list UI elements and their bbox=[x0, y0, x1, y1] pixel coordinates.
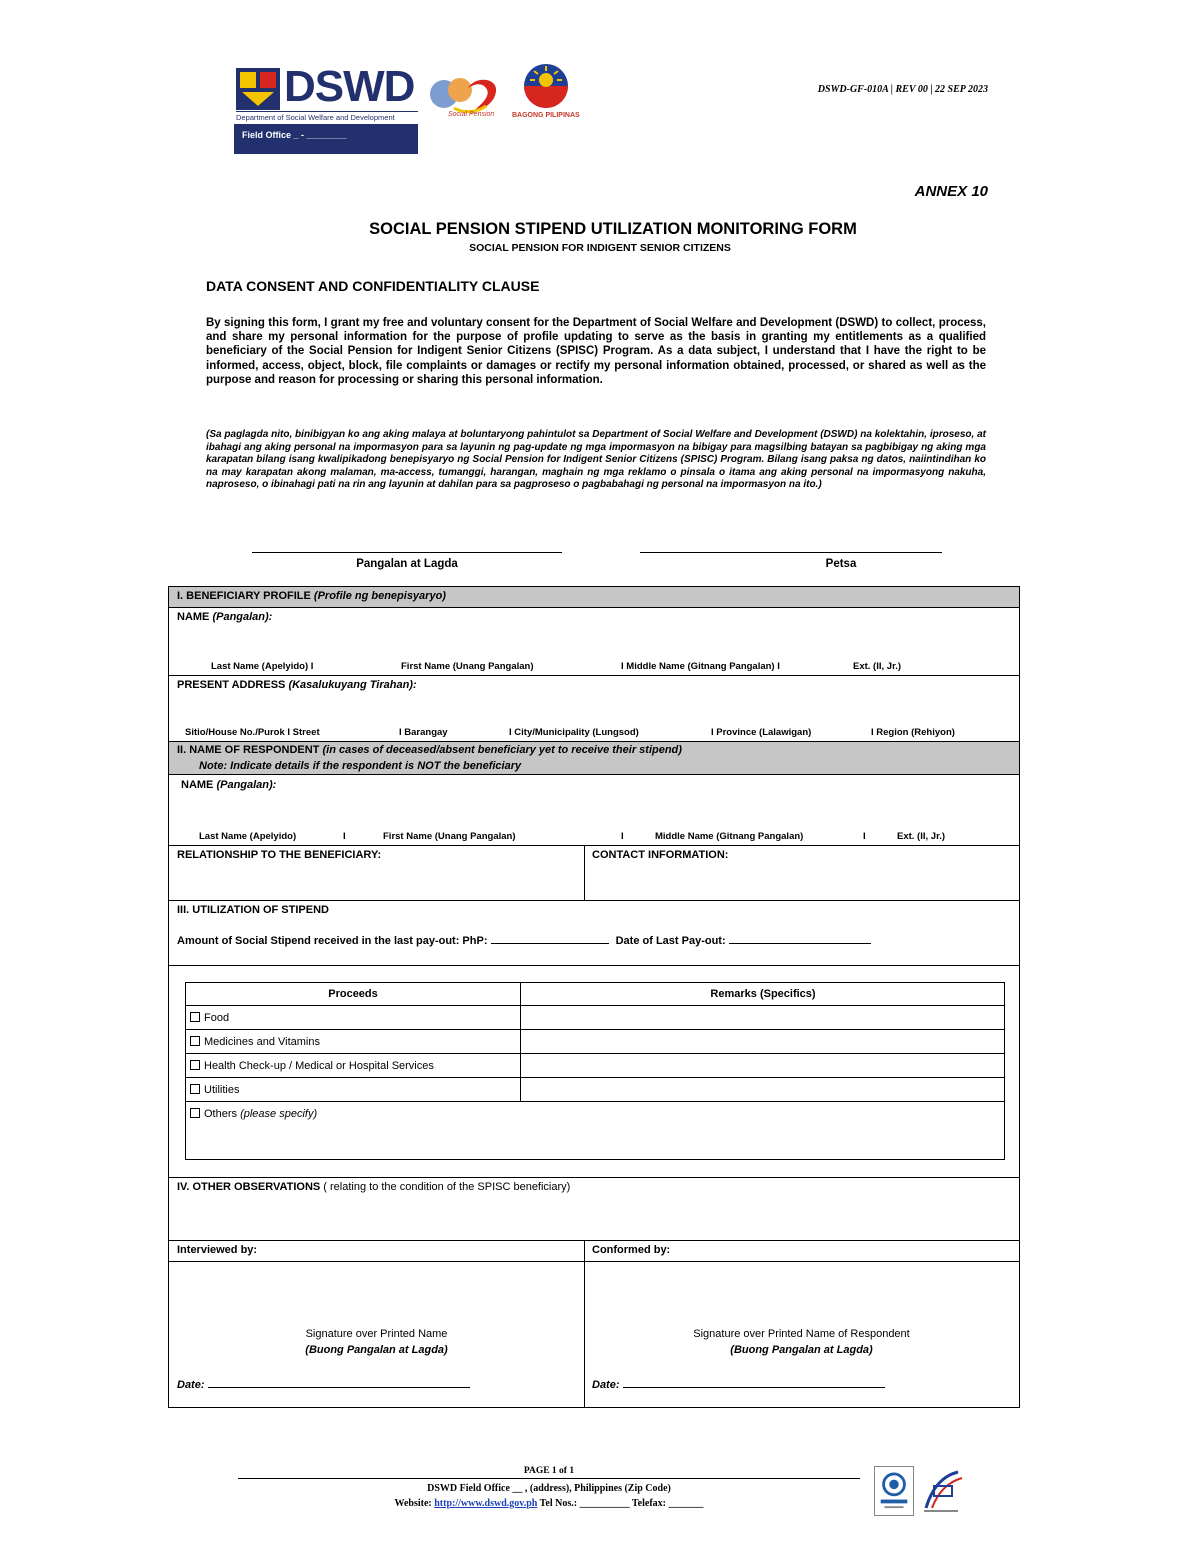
respondent-last-name-field[interactable]: Last Name (Apelyido) bbox=[199, 831, 297, 842]
contact-information-field[interactable]: CONTACT INFORMATION: bbox=[592, 849, 729, 861]
others-checkbox[interactable] bbox=[190, 1108, 200, 1118]
beneficiary-last-name-field[interactable]: Last Name (Apelyido) I bbox=[211, 661, 314, 672]
beneficiary-middle-name-field[interactable]: I Middle Name (Gitnang Pangalan) I bbox=[621, 661, 780, 672]
dswd-shield-icon bbox=[236, 68, 280, 110]
document-code: DSWD-GF-010A | REV 00 | 22 SEP 2023 bbox=[817, 84, 988, 95]
address-barangay-field[interactable]: I Barangay bbox=[399, 727, 448, 738]
monitoring-form bbox=[168, 586, 1020, 1408]
conformed-by-label: Conformed by: bbox=[592, 1244, 671, 1256]
proceeds-column-header: Proceeds bbox=[328, 988, 378, 1000]
cocotec-certification-icon bbox=[874, 1466, 914, 1516]
consent-date-line[interactable] bbox=[640, 552, 942, 553]
beneficiary-name-label: NAME (Pangalan): bbox=[177, 611, 273, 623]
proceeds-row-utilities[interactable]: Utilities bbox=[190, 1084, 239, 1096]
jab-accreditation-icon bbox=[918, 1468, 964, 1516]
dswd-wordmark: DSWD bbox=[284, 62, 415, 111]
interviewer-signature-label: Signature over Printed Name bbox=[305, 1328, 448, 1340]
health-checkbox[interactable] bbox=[190, 1060, 200, 1070]
food-checkbox[interactable] bbox=[190, 1012, 200, 1022]
respondent-ext-field[interactable]: Ext. (II, Jr.) bbox=[897, 831, 946, 842]
consent-filipino-text: (Sa paglagda nito, binibigyan ko ang aking malaya at boluntaryong pahintulot sa Department of Social Welfare and Development (DSWD) na kolektahin, iproseso, at ibahagi ang aking personal na impormasyon para sa layunin ng pag-update ng mga impormasyon na bibigay para magsilbing batayan sa pagbibigay ng aking mga karapatan bilang isang kwalipikadong benepisyaryo ng Social Pension for Indigent Senior Citizens (SPISC) Program. Bilang isang paksa ng datos, naiintindihan ko na may karapatan akong malaman, ma-access, tumanggi, harangan, maghain ng mga reklamo o pinsala o itama ang aking personal na impormasyong nakuha, naproseso, o ibinahagi pati na rin ang layunin at dahilan para sa pagproseso o pagbabahagi ng personal na impormasyon na ito.) bbox=[206, 429, 986, 491]
interviewer-date-field[interactable]: Date: bbox=[177, 1378, 470, 1391]
respondent-separator-2: I bbox=[621, 831, 624, 842]
section2-note: Note: Indicate details if the respondent is NOT the beneficiary bbox=[199, 760, 522, 772]
present-address-label: PRESENT ADDRESS (Kasalukuyang Tirahan): bbox=[177, 679, 417, 691]
section2-heading: II. NAME OF RESPONDENT (in cases of deceased/absent beneficiary yet to receive their stipend) bbox=[177, 744, 682, 756]
address-province-field[interactable]: I Province (Lalawigan) bbox=[711, 727, 812, 738]
footer-address: DSWD Field Office __ , (address), Philippines (Zip Code) bbox=[427, 1483, 671, 1494]
section1-heading: I. BENEFICIARY PROFILE (Profile ng benepisyaryo) bbox=[177, 590, 446, 602]
address-region-field[interactable]: I Region (Rehiyon) bbox=[871, 727, 955, 738]
consent-date-label: Petsa bbox=[825, 558, 857, 570]
respondent-separator-1: I bbox=[343, 831, 346, 842]
respondent-signature-fil: (Buong Pangalan at Lagda) bbox=[730, 1344, 873, 1356]
consent-signature-label: Pangalan at Lagda bbox=[356, 558, 458, 570]
interviewer-signature-fil: (Buong Pangalan at Lagda) bbox=[305, 1344, 448, 1356]
footer-contact: Website: http://www.dswd.gov.ph Tel Nos.: __________ Telefax: _______ bbox=[394, 1498, 704, 1509]
bagong-pilipinas-logo bbox=[514, 62, 578, 112]
address-sitio-field[interactable]: Sitio/House No./Purok I Street bbox=[185, 727, 320, 738]
consent-heading: DATA CONSENT AND CONFIDENTIALITY CLAUSE bbox=[206, 278, 540, 294]
medicines-checkbox[interactable] bbox=[190, 1036, 200, 1046]
proceeds-row-medicines[interactable]: Medicines and Vitamins bbox=[190, 1036, 320, 1048]
utilities-checkbox[interactable] bbox=[190, 1084, 200, 1094]
section3-heading: III. UTILIZATION OF STIPEND bbox=[177, 904, 329, 916]
relationship-field[interactable]: RELATIONSHIP TO THE BENEFICIARY: bbox=[177, 849, 382, 861]
respondent-date-field[interactable]: Date: bbox=[592, 1378, 885, 1391]
proceeds-row-others[interactable]: Others (please specify) bbox=[190, 1108, 317, 1120]
bagong-pilipinas-label: BAGONG PILIPINAS bbox=[512, 112, 580, 119]
address-city-field[interactable]: I City/Municipality (Lungsod) bbox=[509, 727, 639, 738]
field-office-bar: Field Office _ - ________ bbox=[234, 124, 418, 154]
proceeds-row-food[interactable]: Food bbox=[190, 1012, 229, 1024]
respondent-name-label: NAME (Pangalan): bbox=[181, 779, 277, 791]
proceeds-table bbox=[185, 982, 1005, 1160]
website-link[interactable]: http://www.dswd.gov.ph bbox=[434, 1498, 538, 1509]
form-subtitle: SOCIAL PENSION FOR INDIGENT SENIOR CITIZENS bbox=[469, 242, 731, 254]
other-observations-field[interactable]: IV. OTHER OBSERVATIONS ( relating to the condition of the SPISC beneficiary) bbox=[177, 1181, 571, 1193]
page-number: PAGE 1 of 1 bbox=[523, 1466, 575, 1476]
dswd-subtitle: Department of Social Welfare and Development bbox=[236, 111, 418, 122]
amount-received-field[interactable]: Amount of Social Stipend received in the last pay-out: PhP: Date of Last Pay-out: bbox=[177, 934, 871, 947]
annex-label: ANNEX 10 bbox=[914, 183, 988, 200]
social-pension-label: Social Pension bbox=[448, 111, 495, 118]
remarks-column-header: Remarks (Specifics) bbox=[710, 988, 816, 1000]
respondent-first-name-field[interactable]: First Name (Unang Pangalan) bbox=[383, 831, 516, 842]
form-title: SOCIAL PENSION STIPEND UTILIZATION MONITORING FORM bbox=[369, 220, 857, 238]
interviewed-by-label: Interviewed by: bbox=[177, 1244, 258, 1256]
footer-divider bbox=[238, 1478, 860, 1479]
consent-english-text: By signing this form, I grant my free and voluntary consent for the Department of Social Welfare and Development (DSWD) to collect, process, and share my personal information for the purpose of profile updating to serve as the basis in granting my entitlements as a qualified beneficiary of the Social Pension for Indigent Senior Citizens (SPISC) Program. As a data subject, I understand that I have the right to be informed, access, object, block, file complaints or damages or rectify my personal information obtained, processed, or shared as well as the purpose and reason for processing or sharing this personal information. bbox=[206, 317, 986, 386]
respondent-signature-label: Signature over Printed Name of Respondent bbox=[693, 1328, 910, 1340]
respondent-separator-3: I bbox=[863, 831, 866, 842]
respondent-middle-name-field[interactable]: Middle Name (Gitnang Pangalan) bbox=[655, 831, 804, 842]
consent-signature-line[interactable] bbox=[252, 552, 562, 553]
beneficiary-first-name-field[interactable]: First Name (Unang Pangalan) bbox=[401, 661, 534, 672]
proceeds-row-health[interactable]: Health Check-up / Medical or Hospital Services bbox=[190, 1060, 434, 1072]
beneficiary-ext-field[interactable]: Ext. (II, Jr.) bbox=[853, 661, 902, 672]
